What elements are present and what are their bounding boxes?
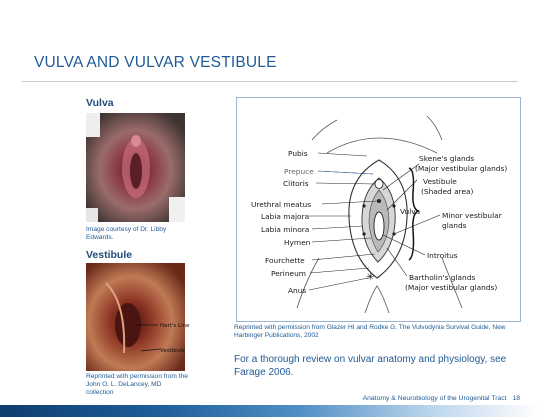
label-bartholins-glands: Bartholin's glands xyxy=(409,273,476,282)
label-minor-vestibular: Minor vestibular xyxy=(442,211,502,220)
vulva-photo xyxy=(86,113,185,222)
anatomy-diagram xyxy=(236,97,521,322)
footer-title: Anatomy & Neurobiology of the Urogenital Tract xyxy=(362,395,507,402)
label-urethral-meatus: Urethral meatus xyxy=(251,200,312,209)
diagram-credit: Reprinted with permission from Glazer HI and Rodke G. The Vulvodynia Survival Guide, New Harbinger Publications, 2002 xyxy=(234,324,506,339)
label-labia-minora: Labia minora xyxy=(261,225,310,234)
label-bartholins-sub: (Major vestibular glands) xyxy=(405,283,498,292)
label-prepuce: Prepuce xyxy=(284,167,314,176)
vestibule-photo-label: Vestibule xyxy=(160,348,186,354)
label-fourchette: Fourchette xyxy=(265,256,305,265)
label-clitoris: Clitoris xyxy=(283,179,309,188)
label-skenes-sub: (Major vestibular glands) xyxy=(415,164,508,173)
svg-text:✳: ✳ xyxy=(366,272,375,283)
vulva-caption: Image courtesy of Dr. Libby Edwards. xyxy=(86,226,167,241)
label-perineum: Perineum xyxy=(271,269,306,278)
label-labia-majora: Labia majora xyxy=(261,212,310,221)
harts-line-label: Hart's Line xyxy=(160,323,190,329)
farage-note: For a thorough review on vulvar anatomy and physiology, see Farage 2006. xyxy=(234,354,507,378)
label-skenes-glands: Skene's glands xyxy=(419,154,475,163)
title-divider xyxy=(22,81,518,82)
vestibule-caption: Reprinted with permission from the John O. L. DeLancey, MD collection xyxy=(86,373,188,396)
label-vestibule-sub: (Shaded area) xyxy=(421,187,474,196)
label-vulva: Vulva xyxy=(400,207,421,216)
label-minor-vestibular-sub: glands xyxy=(442,221,467,230)
slide-title: VULVA AND VULVAR VESTIBULE xyxy=(34,54,277,71)
footer-text xyxy=(363,395,520,402)
label-pubis: Pubis xyxy=(288,149,308,158)
label-hymen: Hymen xyxy=(284,238,311,247)
vestibule-label: Vestibule xyxy=(86,249,133,261)
label-vestibule: Vestibule xyxy=(423,177,457,186)
footer-bar xyxy=(0,405,540,417)
label-introitus: Introitus xyxy=(427,251,458,260)
vestibule-photo xyxy=(86,263,190,371)
label-anus: Anus xyxy=(288,286,307,295)
vulva-label: Vulva xyxy=(86,97,114,109)
page-number: 18 xyxy=(512,395,520,402)
